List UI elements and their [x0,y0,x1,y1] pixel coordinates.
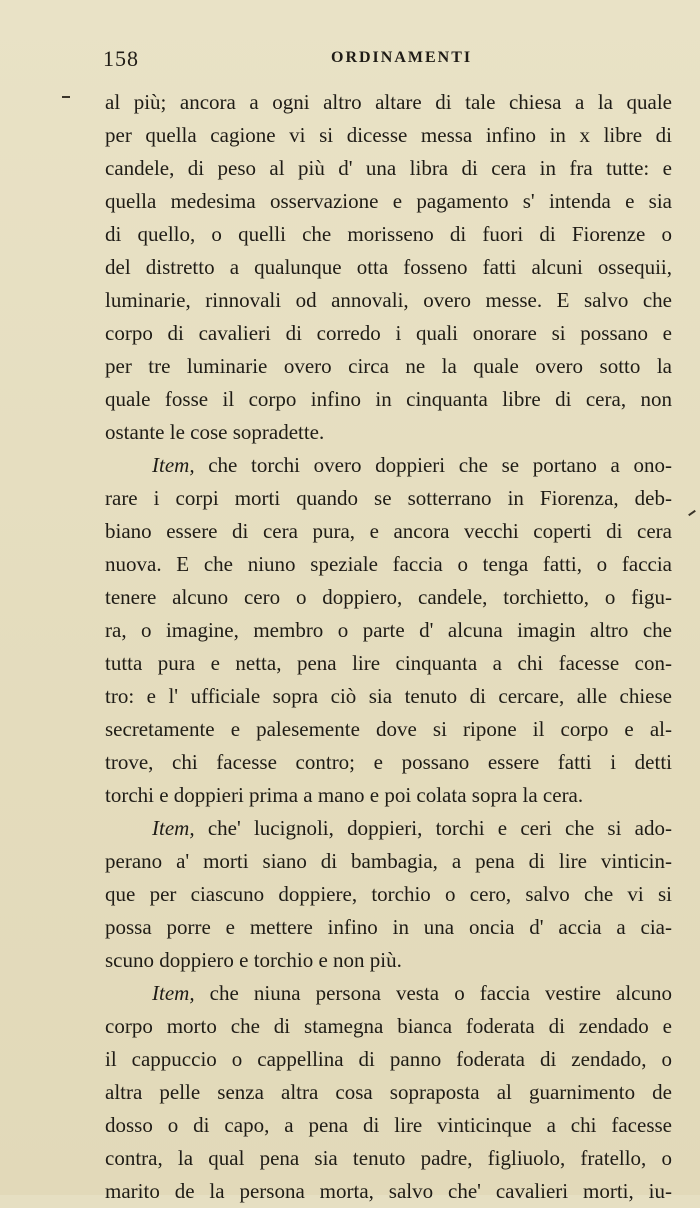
text-line: secretamente e palesemente dove si ripone il corpo e al- [105,717,672,741]
text-line: biano essere di cera pura, e ancora vecchi coperti di cera [105,519,672,543]
margin-mark [62,96,70,98]
text-line: tro: e l' ufficiale sopra ciò sia tenuto di cercare, alle chiese [105,684,672,708]
text-line: ostante le cose sopradette. [105,420,325,444]
item-label: Item, [152,981,195,1005]
text-line: luminarie, rinnovali od annovali, overo messe. E salvo che [105,288,672,312]
paragraph-start: Item, che' lucignoli, doppieri, torchi e ceri che si ado- [152,816,672,840]
text-line: marito de la persona morta, salvo che' cavalieri morti, iu- [105,1179,672,1203]
item-label: Item, [152,816,195,840]
text-line: que per ciascuno doppiere, torchio o cero, salvo che vi si [105,882,672,906]
page-number: 158 [103,46,139,71]
text-line: quella medesima osservazione e pagamento s' intenda e sia [105,189,672,213]
text-line: dosso o di capo, a pena di lire vinticinque a chi facesse [105,1113,672,1137]
text-line: per quella cagione vi si dicesse messa infino in x libre di [105,123,672,147]
text-line: trove, chi facesse contro; e possano essere fatti i detti [105,750,672,774]
text-line: torchi e doppieri prima a mano e poi colata sopra la cera. [105,783,584,807]
item-label: Item, [152,453,195,477]
text-line: altra pelle senza altra cosa sopraposta al guarnimento de [105,1080,672,1104]
text-line: il cappuccio o cappellina di panno foderata di zendado, o [105,1047,672,1071]
text-line: tenere alcuno cero o doppiero, candele, torchietto, o figu- [105,585,672,609]
text-line: corpo morto che di stamegna bianca foderata di zendado e [105,1014,672,1038]
paragraph-start: Item, che torchi overo doppieri che se portano a ono- [152,453,672,477]
text-line: perano a' morti siano di bambagia, a pena di lire vinticin- [105,849,672,873]
text-line: tutta pura e netta, pena lire cinquanta a chi facesse con- [105,651,672,675]
text-line: rare i corpi morti quando se sotterrano in Fiorenza, deb- [105,486,672,510]
paragraph-start: Item, che niuna persona vesta o faccia vestire alcuno [152,981,672,1005]
text-line: del distretto a qualunque otta fosseno fatti alcuni ossequii, [105,255,672,279]
text-line: di quello, o quelli che morisseno di fuori di Fiorenze o [105,222,672,246]
text-line: quale fosse il corpo infino in cinquanta libre di cera, non [105,387,672,411]
page-header [103,46,673,76]
text-line: corpo di cavalieri di corredo i quali onorare si possano e [105,321,672,345]
text-line: nuova. E che niuno speziale faccia o tenga fatti, o faccia [105,552,672,576]
text-line: per tre luminarie overo circa ne la quale overo sotto la [105,354,672,378]
text-line: scuno doppiero e torchio e non più. [105,948,402,972]
running-head: ORDINAMENTI [331,49,473,66]
margin-mark [688,510,696,516]
body-text [105,86,672,1208]
text-line: candele, di peso al più d' una libra di cera in fra tutte: e [105,156,672,180]
text-line: ra, o imagine, membro o parte d' alcuna imagin altro che [105,618,672,642]
text-line: possa porre e mettere infino in una oncia d' accia a cia- [105,915,672,939]
text-line: al più; ancora a ogni altro altare di tale chiesa a la quale [105,90,672,114]
text-line: contra, la qual pena sia tenuto padre, figliuolo, fratello, o [105,1146,672,1170]
